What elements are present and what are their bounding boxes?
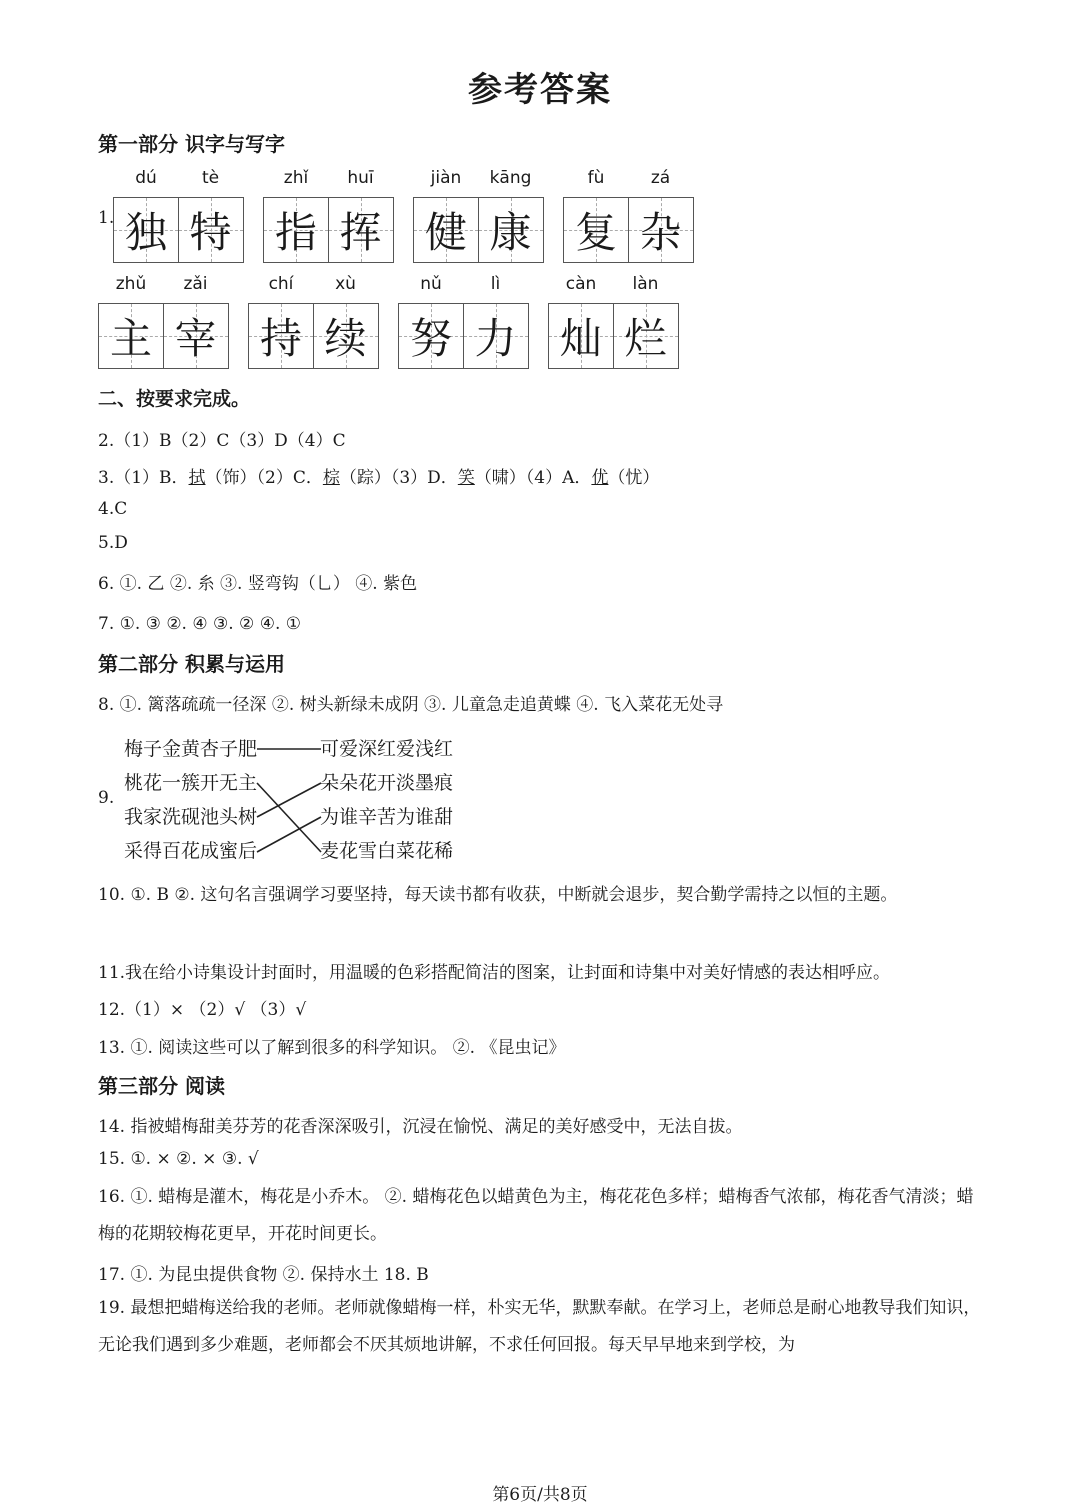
char-cell bbox=[628, 168, 694, 263]
word-box bbox=[263, 168, 392, 263]
answer-q11: 11.我在给小诗集设计封面时，用温暖的色彩搭配简洁的图案，让封面和诗集中对美好情感的表达相呼应。 bbox=[98, 963, 891, 983]
match-line bbox=[257, 783, 321, 852]
page-number: 第6页/共8页 bbox=[492, 1485, 588, 1505]
answer-q3 bbox=[98, 463, 659, 488]
char-cell bbox=[248, 274, 314, 369]
q3-part: （踪）（3）D． bbox=[339, 468, 458, 488]
answer-q7: 7. ①. ③ ②. ④ ③. ② ④. ① bbox=[98, 614, 301, 634]
answer-q4: 4.C bbox=[98, 499, 128, 519]
character: 挥 bbox=[339, 208, 382, 257]
character: 持 bbox=[259, 314, 302, 363]
match-right-column bbox=[320, 732, 453, 868]
answer-q12: 12.（1）× （2）√ （3）√ bbox=[98, 1000, 307, 1020]
character: 健 bbox=[424, 208, 467, 257]
char-cell bbox=[263, 168, 329, 263]
char-cell bbox=[413, 168, 479, 263]
q3-part: （饰）（2）C． bbox=[205, 468, 323, 488]
char-cell bbox=[328, 168, 394, 263]
pinyin: dú bbox=[135, 168, 157, 188]
word-box bbox=[548, 274, 677, 369]
match-right-item: 朵朵花开淡墨痕 bbox=[320, 772, 454, 794]
pinyin: làn bbox=[632, 274, 659, 294]
pinyin: huī bbox=[347, 168, 374, 188]
word-box bbox=[398, 274, 527, 369]
pinyin: chí bbox=[268, 274, 294, 294]
q3-part: （啸）（4）A． bbox=[474, 468, 592, 488]
char-cell bbox=[313, 274, 379, 369]
answer-q15: 15. ①. × ②. × ③. √ bbox=[98, 1149, 259, 1169]
match-line bbox=[257, 783, 321, 817]
part1-heading: 第一部分 识字与写字 bbox=[98, 132, 285, 156]
match-right-item: 麦花雪白菜花稀 bbox=[320, 840, 454, 862]
char-cell bbox=[398, 274, 464, 369]
q1-number: 1. bbox=[98, 208, 115, 228]
character: 努 bbox=[409, 314, 452, 363]
word-box bbox=[98, 274, 227, 369]
q3-underlined: 优 bbox=[591, 468, 609, 488]
character: 指 bbox=[274, 208, 317, 257]
answer-q17-18: 17. ①. 为昆虫提供食物 ②. 保持水土 18. B bbox=[98, 1265, 429, 1285]
part2-heading: 第二部分 积累与运用 bbox=[98, 652, 285, 676]
pinyin: tè bbox=[201, 168, 220, 188]
answer-q14: 14. 指被蜡梅甜美芬芳的花香深深吸引，沉浸在愉悦、满足的美好感受中，无法自拔。 bbox=[98, 1117, 743, 1137]
match-left-item: 梅子金黄杏子肥 bbox=[124, 738, 258, 760]
match-right-item: 为谁辛苦为谁甜 bbox=[320, 806, 454, 828]
match-left-item: 采得百花成蜜后 bbox=[124, 840, 258, 862]
pinyin: zhǔ bbox=[115, 274, 147, 294]
q3-underlined: 笑 bbox=[457, 468, 475, 488]
q3-underlined: 拭 bbox=[188, 468, 206, 488]
match-right-item: 可爱深红爱浅红 bbox=[320, 738, 454, 760]
character: 杂 bbox=[639, 208, 682, 257]
pinyin: zǎi bbox=[183, 274, 208, 294]
answer-q5: 5.D bbox=[98, 533, 128, 553]
character: 续 bbox=[324, 314, 367, 363]
q3-underlined: 棕 bbox=[322, 468, 340, 488]
word-box bbox=[248, 274, 377, 369]
answer-q16: 16. ①. 蜡梅是灌木，梅花是小乔木。 ②. 蜡梅花色以蜡黄色为主，梅花花色多样；蜡梅香气浓郁，梅花香气清淡；蜡梅的花期较梅花更早，开花时间更长。 bbox=[98, 1187, 974, 1244]
char-cell bbox=[563, 168, 629, 263]
answer-q10: 10. ①. B ②. 这句名言强调学习要坚持，每天读书都有收获，中断就会退步，契合勤学需持之以恒的主题。 bbox=[98, 885, 898, 905]
match-lines bbox=[255, 732, 325, 868]
pinyin: zá bbox=[650, 168, 671, 188]
character: 主 bbox=[109, 314, 152, 363]
match-left-item: 桃花一簇开无主 bbox=[124, 772, 258, 794]
character: 宰 bbox=[174, 314, 217, 363]
character: 灿 bbox=[559, 314, 602, 363]
char-cell bbox=[478, 168, 544, 263]
pinyin: xù bbox=[335, 274, 356, 294]
match-left-column bbox=[124, 732, 257, 868]
pinyin: kāng bbox=[489, 168, 532, 188]
pinyin: jiàn bbox=[430, 168, 462, 188]
character: 力 bbox=[474, 314, 517, 363]
pinyin: zhǐ bbox=[283, 168, 309, 188]
answer-q13: 13. ①. 阅读这些可以了解到很多的科学知识。 ②. 《昆虫记》 bbox=[98, 1038, 566, 1058]
answer-q8: 8. ①. 篱落疏疏一径深 ②. 树头新绿未成阴 ③. 儿童急走追黄蝶 ④. 飞入菜花无处寻 bbox=[98, 695, 724, 715]
answer-q2: 2.（1）B（2）C（3）D（4）C bbox=[98, 431, 346, 451]
char-cell bbox=[613, 274, 679, 369]
section-two-heading: 二、按要求完成。 bbox=[98, 388, 251, 410]
part3-heading: 第三部分 阅读 bbox=[98, 1074, 225, 1098]
pinyin: lì bbox=[490, 274, 501, 294]
char-cell bbox=[463, 274, 529, 369]
q3-part: 3.（1）B． bbox=[98, 468, 189, 488]
character: 烂 bbox=[624, 314, 667, 363]
char-cell bbox=[548, 274, 614, 369]
char-cell bbox=[163, 274, 229, 369]
answer-q6: 6. ①. 乙 ②. 糸 ③. 竖弯钩（乚） ④. 紫色 bbox=[98, 574, 418, 594]
page-title: 参考答案 bbox=[468, 70, 612, 110]
character: 独 bbox=[124, 208, 167, 257]
character: 康 bbox=[489, 208, 532, 257]
pinyin: fù bbox=[587, 168, 605, 188]
char-cell bbox=[178, 168, 244, 263]
word-box bbox=[413, 168, 542, 263]
match-line bbox=[257, 817, 321, 852]
q9-number: 9. bbox=[98, 788, 115, 808]
word-box bbox=[563, 168, 692, 263]
pinyin: nǔ bbox=[420, 274, 442, 294]
char-cell bbox=[98, 274, 164, 369]
pinyin: càn bbox=[565, 274, 597, 294]
match-left-item: 我家洗砚池头树 bbox=[124, 806, 258, 828]
character: 复 bbox=[574, 208, 617, 257]
word-box bbox=[113, 168, 242, 263]
answer-q19: 19. 最想把蜡梅送给我的老师。老师就像蜡梅一样，朴实无华，默默奉献。在学习上，老师总是耐心地教导我们知识，无论我们遇到多少难题，老师都会不厌其烦地讲解，不求任何回报。每天早早地来到学校，为 bbox=[98, 1298, 981, 1355]
char-cell bbox=[113, 168, 179, 263]
q3-part: （忧） bbox=[608, 468, 660, 488]
character: 特 bbox=[189, 208, 232, 257]
